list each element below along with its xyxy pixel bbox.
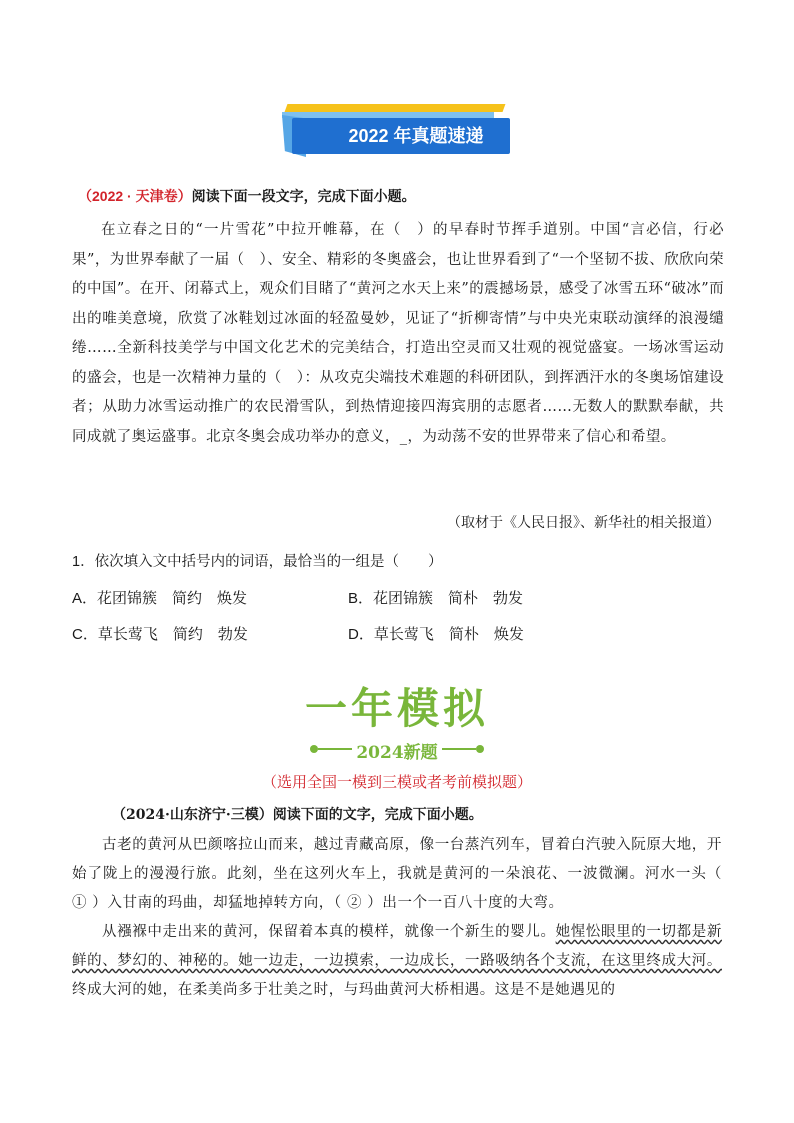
question-instruction-2: 阅读下面的文字，完成下面小题。 — [272, 807, 483, 823]
question-source-2: （2024·山东济宁·三模） — [112, 807, 273, 823]
paragraph-text: 从襁褓中走出来的黄河，保留着本真的模样，就像一个新生的婴儿。 — [102, 924, 556, 940]
reading-passage — [72, 216, 724, 452]
question-source: （2022 · 天津卷） — [78, 188, 192, 204]
section-banner — [282, 102, 512, 158]
passage-paragraph: 在立春之日的“一片雪花”中拉开帷幕，在（ ）的早春时节挥手道别。中国“言必信，行必果”，为世界奉献了一届（ ）、安全、精彩的冬奥盛会，也让世界看到了“一个坚韧不拔、欣欣向荣的中国”。在开、闭幕式上，观众们目睹了“黄河之水天上来”的震撼场景，感受了冰雪五环“破冰”而出的唯美意境，欣赏了冰鞋划过冰面的轻盈曼妙，见证了“折柳寄情”与中央光束联动演绎的浪漫缱绻……全新科技美学与中国文化艺术的完美结合，打造出空灵而又壮观的视觉盛宴。一场冰雪运动的盛会，也是一次精神力量的（ ）：从攻克尖端技术难题的科研团队，到挥洒汗水的冬奥场馆建设者；从助力冰雪运动推广的农民滑雪队，到热情迎接四海宾朋的志愿者……无数人的默默奉献，共同成就了奥运盛事。北京冬奥会成功举办的意义，_，为动荡不安的世界带来了信心和希望。 — [72, 222, 724, 445]
question-instruction: 阅读下面一段文字，完成下面小题。 — [191, 188, 416, 204]
selection-note: （选用全国一模到三模或者考前模拟题） — [261, 774, 532, 791]
option-b: B．花团锦簇 简朴 勃发 — [348, 590, 524, 607]
passage-source: （取材于《人民日报》、新华社的相关报道） — [447, 515, 720, 531]
question-stem: 1．依次填入文中括号内的词语，最恰当的一组是（ ） — [72, 554, 443, 570]
question-intro-2 — [112, 804, 483, 824]
section-subtitle: 2024新题 — [356, 743, 438, 763]
option-a: A．花团锦簇 简约 焕发 — [72, 590, 248, 607]
reading-passage-2 — [72, 831, 722, 1005]
paragraph-text-continued: 终成大河的她，在柔美尚多于壮美之时，与玛曲黄河大桥相遇。这是不是她遇见的 — [72, 982, 616, 998]
option-d: D．草长莺飞 简朴 焕发 — [348, 626, 524, 643]
section-subtitle-row — [0, 738, 794, 763]
passage2-paragraph-2 — [72, 918, 722, 1005]
passage2-paragraph-1: 古老的黄河从巴颜喀拉山而来，越过青藏高原，像一台蒸汽列车，冒着白汽驶入阮原大地，开始了陇上的漫漫行旅。此刻，坐在这列火车上，我就是黄河的一朵浪花、一波微澜。河水一头（ ① ）入甘南的玛曲，却猛地掉转方向，（ ② ）出一个一百八十度的大弯。 — [72, 837, 722, 911]
banner-yellow-stripe — [285, 104, 506, 112]
wavy-underlined-text: 她惺忪眼里的一切都是新鲜的、梦幻的、神秘的。她一边走，一边摸索，一边成长，一路吸纳各个支流，在这里终成大河。 — [72, 924, 722, 969]
option-c: C．草长莺飞 简约 勃发 — [72, 626, 248, 643]
banner-title: 2022 年真题速递 — [348, 126, 484, 146]
question-intro — [78, 186, 416, 206]
section-title: 一年模拟 — [304, 685, 489, 732]
